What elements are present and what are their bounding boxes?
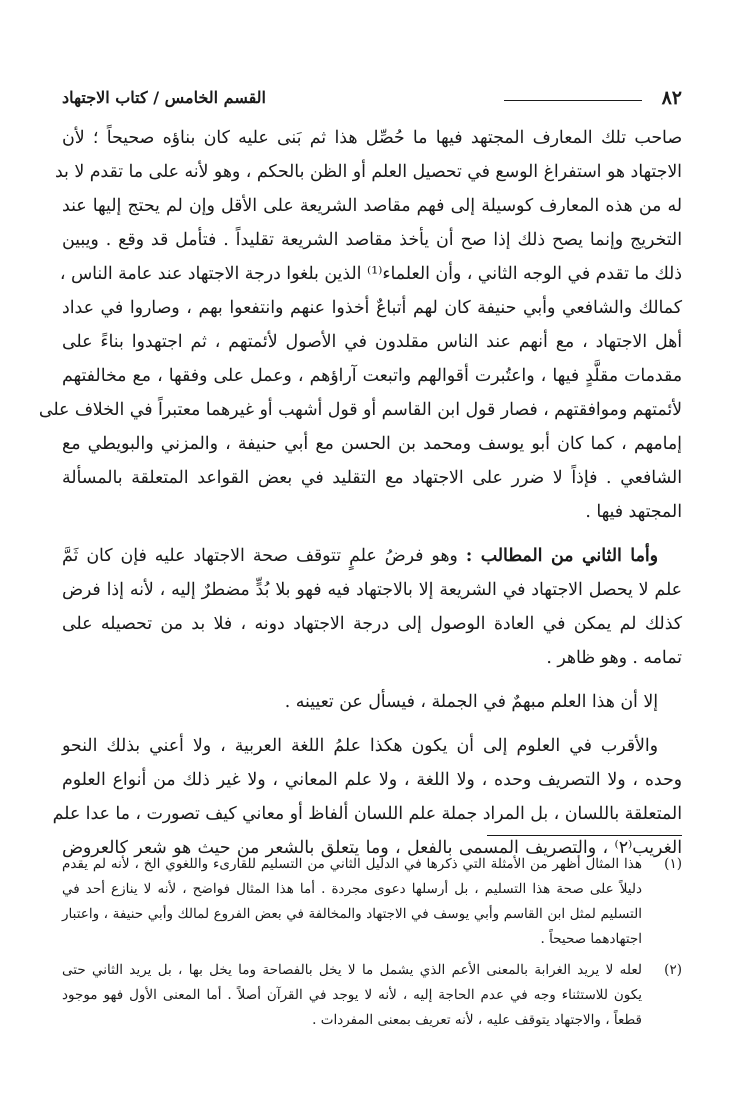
footnote-line: هذا المثال أظهر من الأمثلة التي ذكرها في الدليل الثاني من التسليم للقارىء واللغوي الخ ، لأنه لم يقدم (62, 856, 642, 872)
section-heading-second-requirement: وأما الثاني من المطالب : (465, 546, 658, 566)
text-line: المجتهد فيها . (585, 502, 682, 522)
footnote-number: (١) (664, 856, 682, 872)
page-number: ٨٢ (661, 87, 682, 109)
text-line: الاجتهاد هو استفراغ الوسع في تحصيل العلم أو الظن بالحكم ، وهو لأنه على ما تقدم لا بد (54, 162, 682, 182)
footnotes (62, 852, 682, 1039)
text-line: إمامهم ، كما كان أبو يوسف ومحمد بن الحسن مع أبي حنيفة ، والمزني والبويطي مع (62, 434, 682, 454)
running-title: القسم الخامس / كتاب الاجتهاد (62, 88, 266, 107)
paragraph-1 (38, 121, 682, 529)
text-line: صاحب تلك المعارف المجتهد فيها ما حُصِّل هذا ثم بَنى عليه كان بناؤه صحيحاً ؛ لأن (62, 128, 682, 148)
page-header (62, 84, 682, 112)
text-line: وحده ، ولا التصريف وحده ، ولا اللغة ، ولا علم المعاني ، ولا غير ذلك من أنواع العلوم (62, 770, 682, 790)
footnote-line: قطعاً ، والاجتهاد يتوقف عليه ، لأنه تعريف بمعنى المفردات . (312, 1012, 642, 1028)
text-line: لأئمتهم وموافقتهم ، فصار قول ابن القاسم أو قول أشهب أو غيرهما معتبراً في الخلاف على (38, 400, 682, 420)
text-line: كذلك لم يمكن في العادة الوصول إلى درجة الاجتهاد دونه ، فلا بد من تحصيله على (62, 614, 682, 634)
text-line: والأقرب في العلوم إلى أن يكون هكذا علمُ اللغة العربية ، ولا أعني بذلك النحو (62, 736, 658, 756)
text-line: المتعلقة باللسان ، بل المراد جملة علم اللسان ألفاظ أو معاني كيف تصورت ، ما عدا علم (52, 804, 682, 824)
text-line: له من هذه المعارف كوسيلة إلى فهم مقاصد الشريعة على الأقل وإن لم يحتج إليها عند (62, 196, 682, 216)
text-line: مقدمات مقلَّدٍ فيها ، واعتُبرت أقوالهم واتبعت آراؤهم ، وعمل على وفقها ، مع مخالفتهم (62, 366, 682, 386)
footnote-number: (٢) (664, 962, 682, 978)
book-page (38, 0, 682, 1103)
footnote-line: اجتهادهما صحيحاً . (540, 931, 642, 947)
paragraph-4 (52, 729, 682, 865)
text-line: التخريج وإنما يصح ذلك إذا صح أن يأخذ مقاصد الشريعة تقليداً . فتأمل قد وقع . ويبين (62, 230, 682, 250)
text-line: ذلك ما تقدم في الوجه الثاني ، وأن العلماء⁽¹⁾ الذين بلغوا درجة الاجتهاد عند عامة الناس ، (59, 264, 682, 284)
text-line: الشافعي . فإذاً لا ضرر على الاجتهاد مع التقليد في بعض القواعد المتعلقة بالمسألة (62, 468, 682, 488)
footnote-1 (62, 852, 682, 952)
footnote-line: لعله لا يريد الغرابة بالمعنى الأعم الذي يشمل ما لا يخل بالفصاحة وما يخل بها ، بل يريد الثاني حتى (62, 962, 642, 978)
main-text (38, 121, 682, 865)
footnote-separator (487, 835, 682, 836)
text-line: علم لا يحصل الاجتهاد في الشريعة إلا بالاجتهاد فيه فهو بلا بُدٍّ مضطرٌ إليه ، لأنه إذا فرض (62, 580, 682, 600)
text-line: أهل الاجتهاد ، مع أنهم عند الناس مقلدون في الأصول لأئمتهم ، ثم اجتهدوا بناءً على (62, 332, 682, 352)
header-rule (504, 100, 642, 101)
paragraph-3 (62, 685, 682, 719)
footnote-2 (62, 958, 682, 1033)
text-line: إلا أن هذا العلم مبهمٌ في الجملة ، فيسأل عن تعيينه . (284, 692, 658, 712)
footnote-line: دليلاً على صحة هذا التسليم ، بل أرسلها دعوى مجردة . أما هذا المثال فواضح ، لأنه لا ينازع أحد في (62, 881, 642, 897)
paragraph-2 (62, 539, 682, 675)
text-line: كمالك والشافعي وأبي حنيفة كان لهم أتباعٌ أخذوا عنهم وانتفعوا بهم ، وصاروا في عداد (62, 298, 682, 318)
footnote-line: يكون للاستثناء وجه في عدم الحاجة إليه ، لأنه لا يوجد في القرآن أصلاً . أما المعنى الأول فهو موجود (62, 987, 642, 1003)
text-line (62, 539, 682, 573)
text-run: وهو فرضُ علمٍ تتوقف صحة الاجتهاد عليه فإن كان ثَمَّ (62, 546, 466, 566)
footnote-line: التسليم لمثل ابن القاسم وأبي يوسف في الاجتهاد والمخالفة في بعض الفروع لمالك وأبي حنيفة ، واعتبار (62, 906, 642, 922)
text-line: الغريب⁽٢⁾ ، والتصريف المسمى بالفعل ، وما يتعلق بالشعر من حيث هو شعر كالعروض (62, 838, 682, 858)
text-line: تمامه . وهو ظاهر . (546, 648, 682, 668)
